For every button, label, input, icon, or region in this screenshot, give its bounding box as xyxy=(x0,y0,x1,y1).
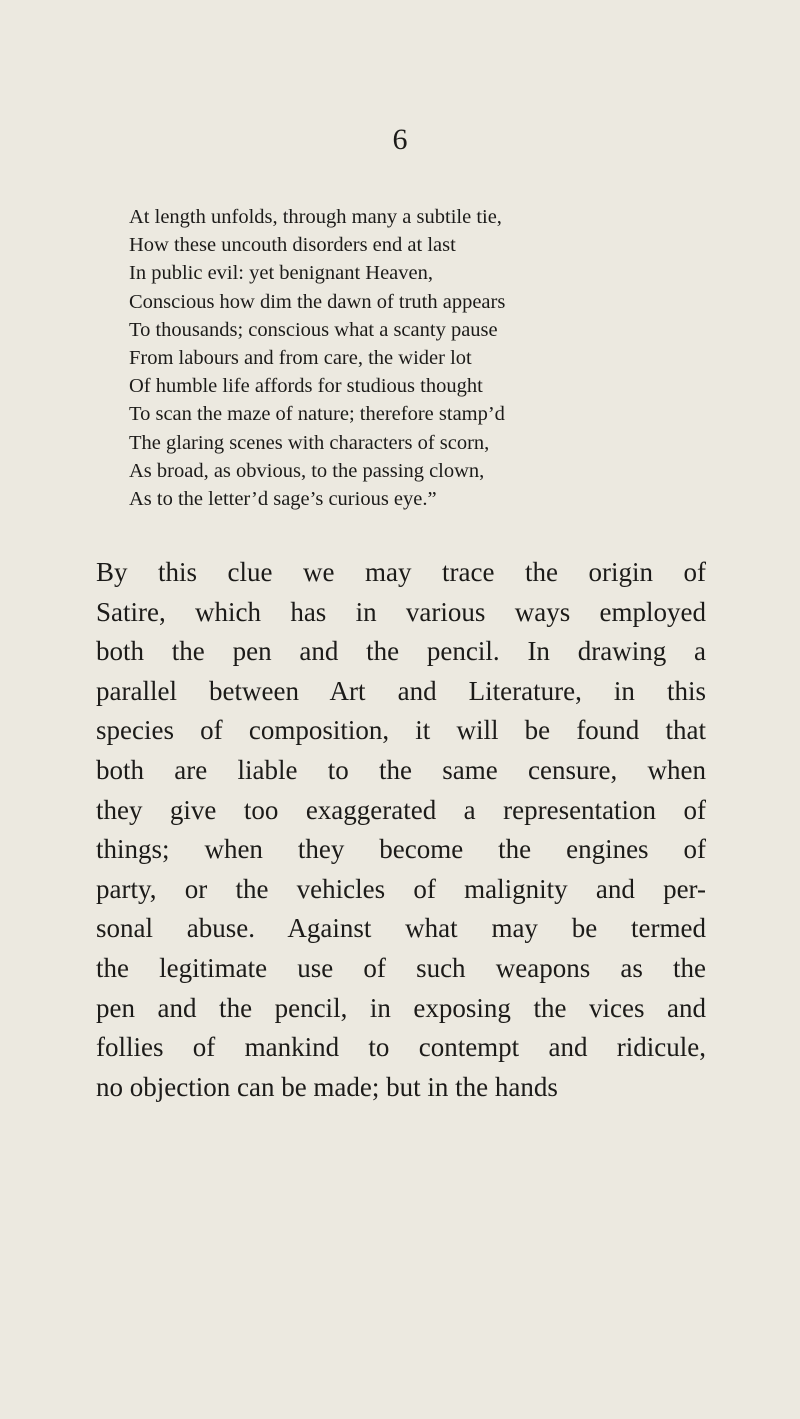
paragraph-line: species of composition, it will be found that xyxy=(96,715,706,746)
verse-line: Conscious how dim the dawn of truth appears xyxy=(129,290,506,313)
paragraph-line: sonal abuse. Against what may be termed xyxy=(96,913,706,944)
paragraph-line: Satire, which has in various ways employed xyxy=(96,596,706,627)
paragraph-line: things; when they become the engines of xyxy=(96,834,706,865)
paragraph-line: By this clue we may trace the origin of xyxy=(96,557,706,587)
paragraph-line: follies of mankind to contempt and ridicule, xyxy=(96,1032,706,1063)
verse-line: To scan the maze of nature; therefore stamp’d xyxy=(129,403,505,426)
body-paragraph xyxy=(96,553,706,1107)
paragraph-line: no objection can be made; but in the hands xyxy=(96,1071,558,1102)
paragraph-line: both are liable to the same censure, when xyxy=(96,754,706,785)
verse-line: How these uncouth disorders end at last xyxy=(129,234,456,257)
verse-line: As to the letter’d sage’s curious eye.” xyxy=(129,488,437,511)
verse-line: As broad, as obvious, to the passing clown, xyxy=(129,459,485,482)
page-number: 6 xyxy=(392,123,408,156)
verse-line: The glaring scenes with characters of scorn, xyxy=(129,431,490,454)
verse-line: From labours and from care, the wider lot xyxy=(129,347,472,370)
verse-line: Of humble life affords for studious thought xyxy=(129,375,483,398)
verse-line: In public evil: yet benignant Heaven, xyxy=(129,262,433,285)
verse-quotation xyxy=(129,203,669,513)
verse-line: At length unfolds, through many a subtile tie, xyxy=(129,206,502,228)
paragraph-line: parallel between Art and Literature, in this xyxy=(96,675,706,706)
paragraph-line: party, or the vehicles of malignity and per- xyxy=(96,873,706,904)
paragraph-line: pen and the pencil, in exposing the vices and xyxy=(96,992,706,1023)
verse-line: To thousands; conscious what a scanty pause xyxy=(129,318,498,341)
paragraph-line: the legitimate use of such weapons as the xyxy=(96,952,706,983)
paragraph-line: both the pen and the pencil. In drawing a xyxy=(96,636,706,667)
paragraph-line: they give too exaggerated a representation of xyxy=(96,794,706,825)
